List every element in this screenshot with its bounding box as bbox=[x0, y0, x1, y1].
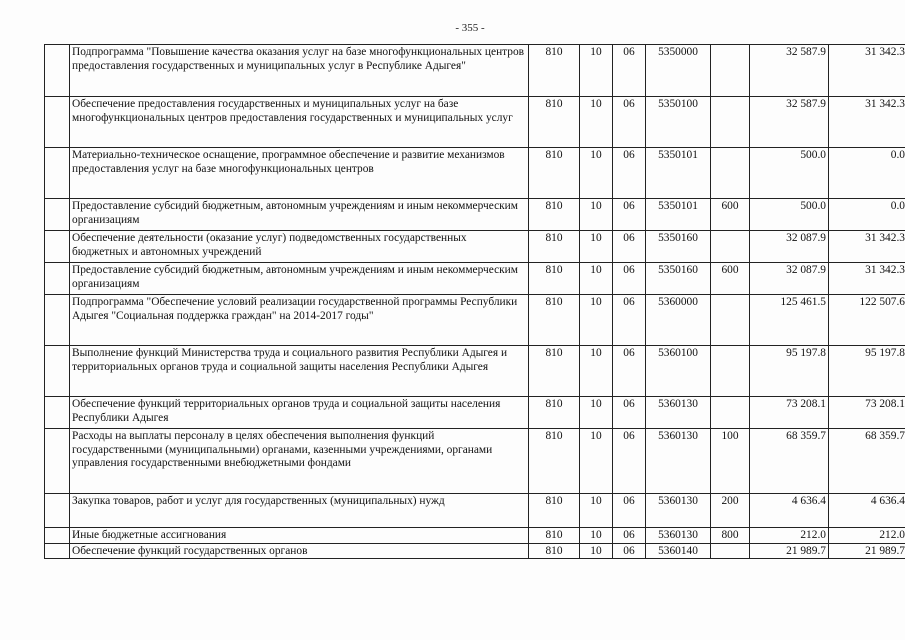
row-number-cell bbox=[45, 429, 70, 494]
row-target-article: 5360130 bbox=[646, 528, 711, 544]
row-subsection: 06 bbox=[613, 346, 646, 397]
row-number-cell bbox=[45, 295, 70, 346]
row-section: 10 bbox=[580, 528, 613, 544]
row-section: 10 bbox=[580, 45, 613, 97]
row-name: Предоставление субсидий бюджетным, автономным учреждениям и иным некоммерческим организациям bbox=[70, 199, 529, 231]
row-amount-year1: 32 087.9 bbox=[750, 231, 829, 263]
row-ministry-code: 810 bbox=[529, 148, 580, 199]
page-number: - 355 - bbox=[455, 22, 485, 34]
row-number-cell bbox=[45, 528, 70, 544]
row-amount-year1: 73 208.1 bbox=[750, 397, 829, 429]
row-ministry-code: 810 bbox=[529, 429, 580, 494]
row-amount-year1: 4 636.4 bbox=[750, 494, 829, 528]
row-expense-type bbox=[711, 45, 750, 97]
row-target-article: 5350000 bbox=[646, 45, 711, 97]
row-subsection: 06 bbox=[613, 528, 646, 544]
row-subsection: 06 bbox=[613, 397, 646, 429]
row-number-cell bbox=[45, 543, 70, 559]
table-row bbox=[45, 97, 905, 148]
row-name: Закупка товаров, работ и услуг для государственных (муниципальных) нужд bbox=[70, 494, 529, 528]
row-target-article: 5360140 bbox=[646, 543, 711, 559]
row-expense-type bbox=[711, 543, 750, 559]
row-ministry-code: 810 bbox=[529, 295, 580, 346]
table-row bbox=[45, 543, 905, 559]
row-expense-type: 800 bbox=[711, 528, 750, 544]
row-subsection: 06 bbox=[613, 97, 646, 148]
row-name: Обеспечение функций государственных органов bbox=[70, 543, 529, 559]
row-target-article: 5360130 bbox=[646, 397, 711, 429]
row-subsection: 06 bbox=[613, 543, 646, 559]
row-expense-type bbox=[711, 231, 750, 263]
row-number-cell bbox=[45, 397, 70, 429]
row-subsection: 06 bbox=[613, 295, 646, 346]
table-row bbox=[45, 528, 905, 544]
row-expense-type: 600 bbox=[711, 263, 750, 295]
row-name: Подпрограмма "Повышение качества оказания услуг на базе многофункциональных центров предоставления государственных и муниципальных услуг в Республике Адыгея" bbox=[70, 45, 529, 97]
row-amount-year1: 32 587.9 bbox=[750, 45, 829, 97]
table-row bbox=[45, 295, 905, 346]
row-expense-type: 100 bbox=[711, 429, 750, 494]
row-ministry-code: 810 bbox=[529, 263, 580, 295]
row-target-article: 5360130 bbox=[646, 494, 711, 528]
table-row bbox=[45, 199, 905, 231]
row-amount-year1: 500.0 bbox=[750, 199, 829, 231]
row-number-cell bbox=[45, 263, 70, 295]
row-ministry-code: 810 bbox=[529, 199, 580, 231]
row-section: 10 bbox=[580, 263, 613, 295]
row-subsection: 06 bbox=[613, 231, 646, 263]
row-name: Выполнение функций Министерства труда и социального развития Республики Адыгея и территориальных органов труда и социальной защиты населения Республики Адыгея bbox=[70, 346, 529, 397]
row-number-cell bbox=[45, 199, 70, 231]
row-amount-year2: 122 507.6 bbox=[829, 295, 905, 346]
row-expense-type: 600 bbox=[711, 199, 750, 231]
row-amount-year2: 73 208.1 bbox=[829, 397, 905, 429]
row-amount-year1: 21 989.7 bbox=[750, 543, 829, 559]
row-ministry-code: 810 bbox=[529, 397, 580, 429]
row-amount-year2: 68 359.7 bbox=[829, 429, 905, 494]
row-amount-year1: 95 197.8 bbox=[750, 346, 829, 397]
row-target-article: 5360100 bbox=[646, 346, 711, 397]
row-section: 10 bbox=[580, 429, 613, 494]
row-section: 10 bbox=[580, 543, 613, 559]
row-section: 10 bbox=[580, 494, 613, 528]
row-section: 10 bbox=[580, 231, 613, 263]
table-row bbox=[45, 429, 905, 494]
row-expense-type bbox=[711, 148, 750, 199]
row-target-article: 5360000 bbox=[646, 295, 711, 346]
row-expense-type bbox=[711, 97, 750, 148]
row-amount-year2: 31 342.3 bbox=[829, 263, 905, 295]
row-number-cell bbox=[45, 231, 70, 263]
row-ministry-code: 810 bbox=[529, 528, 580, 544]
row-ministry-code: 810 bbox=[529, 231, 580, 263]
row-number-cell bbox=[45, 494, 70, 528]
row-section: 10 bbox=[580, 397, 613, 429]
row-amount-year2: 21 989.7 bbox=[829, 543, 905, 559]
row-amount-year2: 31 342.3 bbox=[829, 97, 905, 148]
row-number-cell bbox=[45, 346, 70, 397]
row-subsection: 06 bbox=[613, 494, 646, 528]
table-row bbox=[45, 263, 905, 295]
row-ministry-code: 810 bbox=[529, 97, 580, 148]
row-section: 10 bbox=[580, 97, 613, 148]
row-number-cell bbox=[45, 45, 70, 97]
row-amount-year2: 4 636.4 bbox=[829, 494, 905, 528]
row-amount-year1: 32 087.9 bbox=[750, 263, 829, 295]
table-row bbox=[45, 494, 905, 528]
row-name: Обеспечение предоставления государственных и муниципальных услуг на базе многофункциональных центров предоставления государственных и муниципальных услуг bbox=[70, 97, 529, 148]
row-section: 10 bbox=[580, 148, 613, 199]
row-amount-year2: 0.0 bbox=[829, 148, 905, 199]
row-expense-type bbox=[711, 397, 750, 429]
row-name: Подпрограмма "Обеспечение условий реализации государственной программы Республики Адыгея "Социальная поддержка граждан" на 2014-2017 годы" bbox=[70, 295, 529, 346]
row-subsection: 06 bbox=[613, 263, 646, 295]
row-name: Предоставление субсидий бюджетным, автономным учреждениям и иным некоммерческим организациям bbox=[70, 263, 529, 295]
row-name: Обеспечение деятельности (оказание услуг) подведомственных государственных бюджетных и автономных учреждений bbox=[70, 231, 529, 263]
row-section: 10 bbox=[580, 295, 613, 346]
table-row bbox=[45, 45, 905, 97]
row-amount-year2: 31 342.3 bbox=[829, 231, 905, 263]
row-expense-type: 200 bbox=[711, 494, 750, 528]
row-target-article: 5350160 bbox=[646, 231, 711, 263]
table-row bbox=[45, 346, 905, 397]
row-amount-year1: 68 359.7 bbox=[750, 429, 829, 494]
row-section: 10 bbox=[580, 199, 613, 231]
row-target-article: 5350160 bbox=[646, 263, 711, 295]
row-number-cell bbox=[45, 97, 70, 148]
row-section: 10 bbox=[580, 346, 613, 397]
row-amount-year1: 500.0 bbox=[750, 148, 829, 199]
row-target-article: 5350100 bbox=[646, 97, 711, 148]
row-target-article: 5350101 bbox=[646, 148, 711, 199]
row-ministry-code: 810 bbox=[529, 543, 580, 559]
table-row bbox=[45, 397, 905, 429]
row-amount-year2: 0.0 bbox=[829, 199, 905, 231]
row-subsection: 06 bbox=[613, 199, 646, 231]
row-ministry-code: 810 bbox=[529, 494, 580, 528]
table-row bbox=[45, 231, 905, 263]
row-expense-type bbox=[711, 346, 750, 397]
row-ministry-code: 810 bbox=[529, 346, 580, 397]
row-name: Иные бюджетные ассигнования bbox=[70, 528, 529, 544]
row-expense-type bbox=[711, 295, 750, 346]
row-amount-year2: 212.0 bbox=[829, 528, 905, 544]
row-amount-year1: 212.0 bbox=[750, 528, 829, 544]
table-row bbox=[45, 148, 905, 199]
row-amount-year2: 31 342.3 bbox=[829, 45, 905, 97]
row-subsection: 06 bbox=[613, 45, 646, 97]
row-target-article: 5360130 bbox=[646, 429, 711, 494]
budget-table bbox=[44, 44, 905, 559]
row-name: Расходы на выплаты персоналу в целях обеспечения выполнения функций государственными (муниципальными) органами, казенными учреждениями, органами управления государственными внебюджетными фондами bbox=[70, 429, 529, 494]
row-ministry-code: 810 bbox=[529, 45, 580, 97]
row-name: Материально-техническое оснащение, программное обеспечение и развитие механизмов предоставления услуг на базе многофункциональных центров bbox=[70, 148, 529, 199]
row-target-article: 5350101 bbox=[646, 199, 711, 231]
row-subsection: 06 bbox=[613, 429, 646, 494]
row-name: Обеспечение функций территориальных органов труда и социальной защиты населения Республики Адыгея bbox=[70, 397, 529, 429]
row-amount-year2: 95 197.8 bbox=[829, 346, 905, 397]
row-number-cell bbox=[45, 148, 70, 199]
row-subsection: 06 bbox=[613, 148, 646, 199]
row-amount-year1: 32 587.9 bbox=[750, 97, 829, 148]
row-amount-year1: 125 461.5 bbox=[750, 295, 829, 346]
